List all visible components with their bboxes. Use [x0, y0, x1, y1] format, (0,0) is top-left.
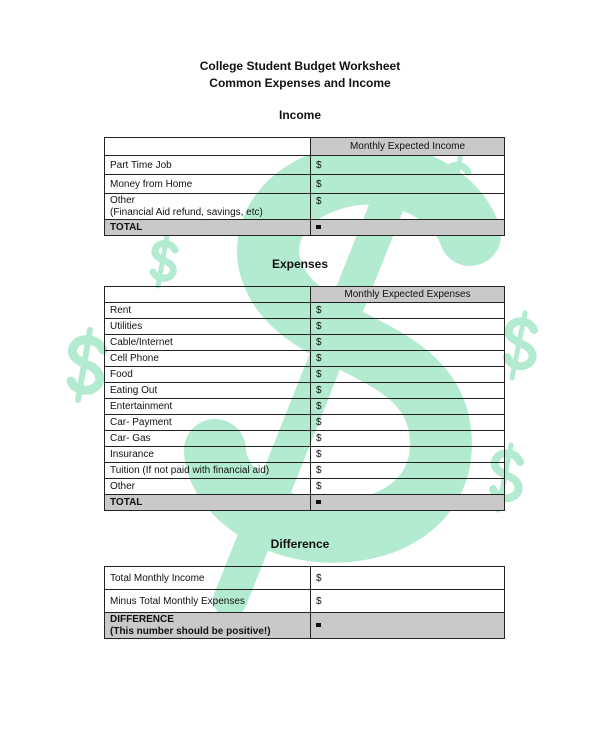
expenses-heading: Expenses [271, 257, 329, 271]
table-row [105, 367, 505, 383]
row-label: Minus Total Monthly Expenses [105, 590, 311, 613]
difference-label-sub: (This number should be positive!) [110, 625, 271, 637]
income-total-row [105, 220, 505, 236]
row-label: Utilities [105, 319, 311, 335]
income-header-row [105, 138, 505, 156]
row-label-main: Other [110, 194, 136, 206]
table-row [105, 399, 505, 415]
amount-field[interactable]: $ [311, 319, 505, 335]
expenses-header-row [105, 287, 505, 303]
table-row [105, 303, 505, 319]
bullet-mark-icon [316, 225, 321, 229]
worksheet-title: College Student Budget Worksheet [199, 59, 401, 73]
table-row [105, 567, 505, 590]
row-label: Money from Home [105, 175, 311, 194]
row-label: Car- Gas [105, 431, 311, 447]
table-row [105, 415, 505, 431]
bullet-mark-icon [316, 623, 321, 627]
table-row [105, 431, 505, 447]
amount-field[interactable]: $ [311, 383, 505, 399]
amount-field[interactable]: $ [311, 447, 505, 463]
expenses-total-row [105, 495, 505, 511]
total-field[interactable] [311, 220, 505, 236]
table-row [105, 319, 505, 335]
income-table [104, 137, 505, 236]
difference-result-row [105, 613, 505, 639]
table-row [105, 335, 505, 351]
total-label: TOTAL [105, 220, 311, 236]
difference-table [104, 566, 505, 639]
amount-field[interactable]: $ [311, 351, 505, 367]
amount-field[interactable]: $ [311, 175, 505, 194]
row-label: Rent [105, 303, 311, 319]
amount-field[interactable]: $ [311, 479, 505, 495]
table-row [105, 351, 505, 367]
amount-field[interactable]: $ [311, 303, 505, 319]
bullet-mark-icon [316, 500, 321, 504]
worksheet-subtitle: Common Expenses and Income [209, 76, 391, 90]
amount-field[interactable]: $ [311, 567, 505, 590]
amount-field[interactable]: $ [311, 431, 505, 447]
difference-field[interactable] [311, 613, 505, 639]
table-row [105, 194, 505, 220]
income-column-header: Monthly Expected Income [311, 138, 505, 156]
table-row [105, 447, 505, 463]
row-label: Total Monthly Income [105, 567, 311, 590]
amount-field[interactable]: $ [311, 194, 505, 220]
row-label: Part Time Job [105, 156, 311, 175]
amount-field[interactable]: $ [311, 463, 505, 479]
expenses-header-blank [105, 287, 311, 303]
total-label: TOTAL [105, 495, 311, 511]
table-row [105, 156, 505, 175]
row-label: Tuition (If not paid with financial aid) [105, 463, 311, 479]
row-label: Eating Out [105, 383, 311, 399]
difference-label-main: DIFFERENCE [110, 613, 174, 625]
income-heading: Income [278, 108, 321, 122]
row-label: Car- Payment [105, 415, 311, 431]
row-label: Entertainment [105, 399, 311, 415]
table-row [105, 590, 505, 613]
row-label-sub: (Financial Aid refund, savings, etc) [110, 206, 263, 218]
income-header-blank [105, 138, 311, 156]
row-label: Cable/Internet [105, 335, 311, 351]
row-label [105, 194, 311, 220]
difference-heading: Difference [270, 537, 330, 551]
amount-field[interactable]: $ [311, 335, 505, 351]
table-row [105, 383, 505, 399]
expenses-table [104, 286, 505, 511]
difference-label [105, 613, 311, 639]
expenses-column-header: Monthly Expected Expenses [311, 287, 505, 303]
table-row [105, 479, 505, 495]
row-label: Cell Phone [105, 351, 311, 367]
amount-field[interactable]: $ [311, 415, 505, 431]
amount-field[interactable]: $ [311, 590, 505, 613]
table-row [105, 175, 505, 194]
row-label: Other [105, 479, 311, 495]
table-row [105, 463, 505, 479]
row-label: Food [105, 367, 311, 383]
row-label: Insurance [105, 447, 311, 463]
total-field[interactable] [311, 495, 505, 511]
amount-field[interactable]: $ [311, 399, 505, 415]
amount-field[interactable]: $ [311, 156, 505, 175]
amount-field[interactable]: $ [311, 367, 505, 383]
